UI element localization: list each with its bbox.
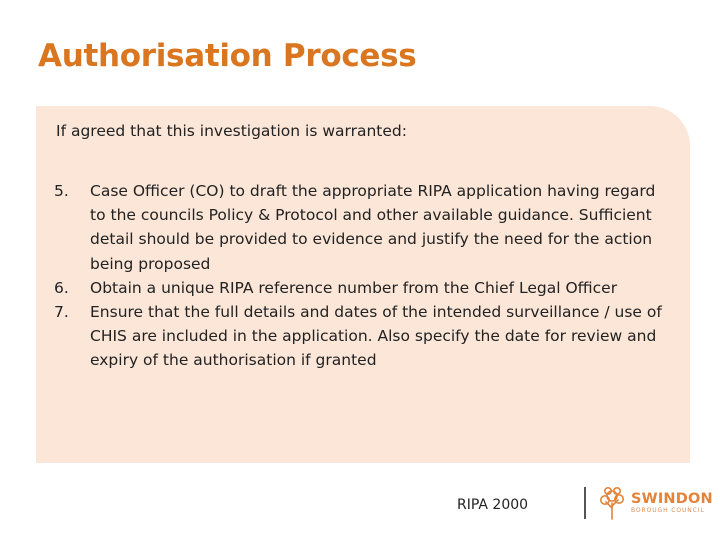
list-item: [54, 300, 669, 373]
tree-icon: [598, 486, 626, 520]
content-panel: [36, 106, 690, 463]
council-logo: [598, 486, 713, 520]
logo-subtitle: BOROUGH COUNCIL: [631, 507, 705, 514]
step-number: 7.: [54, 303, 69, 322]
steps-list: [54, 179, 669, 373]
footer-divider: [584, 487, 586, 519]
step-text: Ensure that the full details and dates of the intended surveillance / use of CHIS are included in the application. Also specify the date for review and expiry of the authorisation if granted: [90, 303, 662, 370]
step-number: 5.: [54, 182, 69, 200]
logo-text: [631, 491, 713, 515]
footer-label: RIPA 2000: [457, 497, 529, 513]
step-text: Case Officer (CO) to draft the appropriate RIPA application having regard to the councils Policy & Protocol and other available guidance. Sufficient detail should be provided to evidence and justify the need for the action being proposed: [90, 182, 656, 273]
list-item: [54, 276, 669, 300]
logo-name: SWINDON: [631, 491, 713, 507]
list-item: [54, 179, 669, 276]
step-text: Obtain a unique RIPA reference number from the Chief Legal Officer: [90, 278, 618, 297]
step-number: 6.: [54, 278, 69, 297]
intro-text: If agreed that this investigation is warranted:: [56, 122, 407, 140]
slide-title: Authorisation Process: [38, 38, 417, 74]
